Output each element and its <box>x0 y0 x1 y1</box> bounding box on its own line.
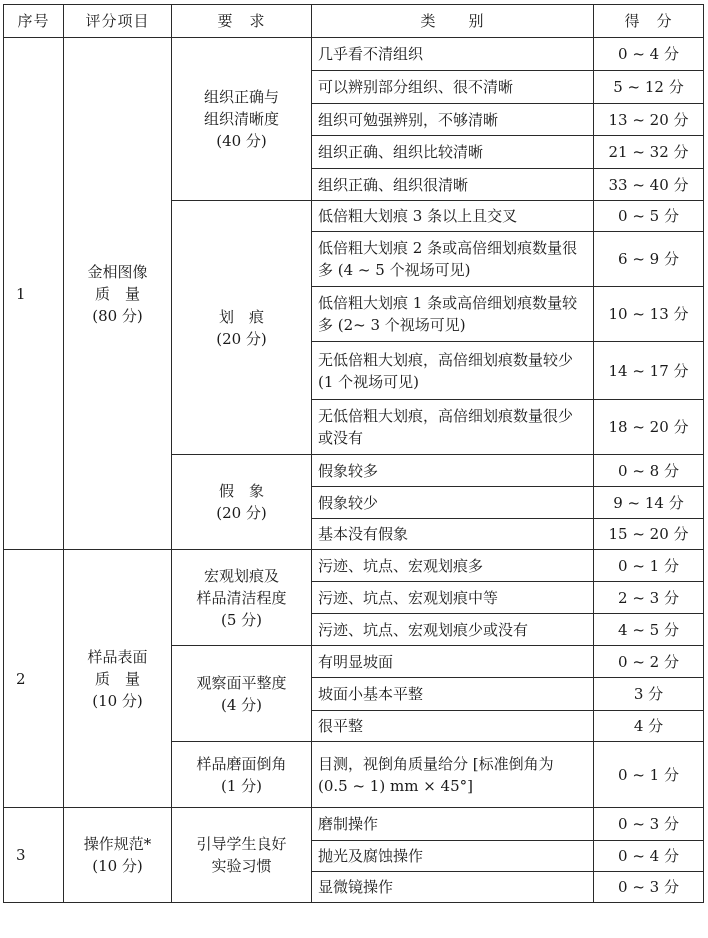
score-cell: 5 ~ 12 分 <box>594 71 704 104</box>
score-cell: 15 ~ 20 分 <box>594 519 704 550</box>
score-cell: 0 ~ 4 分 <box>594 841 704 872</box>
category-cell: 显微镜操作 <box>312 872 594 903</box>
score-cell: 0 ~ 2 分 <box>594 646 704 678</box>
score-cell: 3 分 <box>594 678 704 711</box>
cell-line: (5 分) <box>220 610 263 629</box>
cell-line: (4 分) <box>220 695 263 714</box>
score-cell: 10 ~ 13 分 <box>594 287 704 342</box>
category-cell: 很平整 <box>312 711 594 742</box>
category-cell: 污迹、坑点、宏观划痕少或没有 <box>312 614 594 646</box>
scoring-table <box>3 4 704 903</box>
category-cell: 低倍粗大划痕 3 条以上且交叉 <box>312 201 594 232</box>
score-cell: 33 ~ 40 分 <box>594 169 704 201</box>
score-cell: 2 ~ 3 分 <box>594 582 704 614</box>
header-requirement: 要 求 <box>172 5 312 38</box>
category-cell: 几乎看不清组织 <box>312 38 594 71</box>
requirement-cell <box>172 201 312 455</box>
category-cell: 组织可勉强辨别，不够清晰 <box>312 104 594 136</box>
table-row <box>4 38 704 71</box>
cell-line: (20 分) <box>216 329 267 348</box>
category-cell: 假象较少 <box>312 487 594 519</box>
cell-line: (10 分) <box>92 691 143 710</box>
cell-line: 实验习惯 <box>211 857 272 875</box>
score-cell: 18 ~ 20 分 <box>594 400 704 455</box>
cell-line: 金相图像 <box>87 262 148 281</box>
category-cell: 低倍粗大划痕 1 条或高倍细划痕数量较多 (2~ 3 个视场可见) <box>312 287 594 342</box>
score-cell: 14 ~ 17 分 <box>594 342 704 400</box>
category-cell: 低倍粗大划痕 2 条或高倍细划痕数量很多 (4 ~ 5 个视场可见) <box>312 232 594 287</box>
score-cell: 0 ~ 5 分 <box>594 201 704 232</box>
cell-line: (1 分) <box>220 776 263 795</box>
category-cell: 组织正确、组织比较清晰 <box>312 136 594 169</box>
cell-line: 划 痕 <box>218 307 264 326</box>
requirement-cell <box>172 808 312 903</box>
table-row <box>4 808 704 841</box>
cell-line: 样品表面 <box>87 647 148 666</box>
requirement-cell <box>172 550 312 646</box>
cell-line: 宏观划痕及 <box>203 566 279 585</box>
header-score: 得 分 <box>594 5 704 38</box>
cell-line: (20 分) <box>216 504 267 522</box>
category-cell: 磨制操作 <box>312 808 594 841</box>
score-cell: 9 ~ 14 分 <box>594 487 704 519</box>
score-cell: 4 分 <box>594 711 704 742</box>
cell-line: 操作规范* <box>83 835 152 853</box>
cell-line: 假 象 <box>218 482 264 500</box>
score-cell: 6 ~ 9 分 <box>594 232 704 287</box>
cell-line: 引导学生良好 <box>196 835 287 853</box>
category-cell: 污迹、坑点、宏观划痕多 <box>312 550 594 582</box>
score-cell: 0 ~ 1 分 <box>594 742 704 808</box>
cell-line: 组织清晰度 <box>203 110 279 128</box>
category-cell: 假象较多 <box>312 455 594 487</box>
section-number: 3 <box>4 808 64 903</box>
table-wrapper <box>3 4 704 903</box>
score-cell: 0 ~ 1 分 <box>594 550 704 582</box>
score-cell: 4 ~ 5 分 <box>594 614 704 646</box>
score-cell: 13 ~ 20 分 <box>594 104 704 136</box>
section-number: 2 <box>4 550 64 808</box>
category-cell: 目测，视倒角质量给分 [标准倒角为 (0.5 ~ 1) mm × 45°] <box>312 742 594 808</box>
category-cell: 坡面小基本平整 <box>312 678 594 711</box>
score-cell: 0 ~ 3 分 <box>594 808 704 841</box>
requirement-cell <box>172 742 312 808</box>
cell-line: 质 量 <box>94 284 140 303</box>
table-row <box>4 550 704 582</box>
header-category: 类 别 <box>312 5 594 38</box>
header-item: 评分项目 <box>64 5 172 38</box>
requirement-cell <box>172 455 312 550</box>
cell-line: (10 分) <box>92 857 143 875</box>
category-cell: 可以辨别部分组织、很不清晰 <box>312 71 594 104</box>
cell-line: 质 量 <box>94 669 140 688</box>
category-cell: 组织正确、组织很清晰 <box>312 169 594 201</box>
requirement-cell <box>172 38 312 201</box>
table-body <box>4 38 704 903</box>
category-cell: 污迹、坑点、宏观划痕中等 <box>312 582 594 614</box>
category-cell: 无低倍粗大划痕，高倍细划痕数量较少 (1 个视场可见) <box>312 342 594 400</box>
scoring-item <box>64 38 172 550</box>
score-cell: 0 ~ 4 分 <box>594 38 704 71</box>
cell-line: 样品磨面倒角 <box>196 754 287 773</box>
score-cell: 0 ~ 8 分 <box>594 455 704 487</box>
category-cell: 抛光及腐蚀操作 <box>312 841 594 872</box>
score-cell: 0 ~ 3 分 <box>594 872 704 903</box>
score-cell: 21 ~ 32 分 <box>594 136 704 169</box>
scoring-item <box>64 808 172 903</box>
category-cell: 基本没有假象 <box>312 519 594 550</box>
header-row <box>4 5 704 38</box>
header-no: 序号 <box>4 5 64 38</box>
cell-line: 组织正确与 <box>203 88 279 106</box>
cell-line: 样品清洁程度 <box>196 588 287 607</box>
cell-line: (80 分) <box>92 306 143 325</box>
scoring-item <box>64 550 172 808</box>
requirement-cell <box>172 646 312 742</box>
section-number: 1 <box>4 38 64 550</box>
cell-line: 观察面平整度 <box>196 673 287 692</box>
cell-line: (40 分) <box>216 132 267 150</box>
category-cell: 无低倍粗大划痕，高倍细划痕数量很少或没有 <box>312 400 594 455</box>
category-cell: 有明显坡面 <box>312 646 594 678</box>
